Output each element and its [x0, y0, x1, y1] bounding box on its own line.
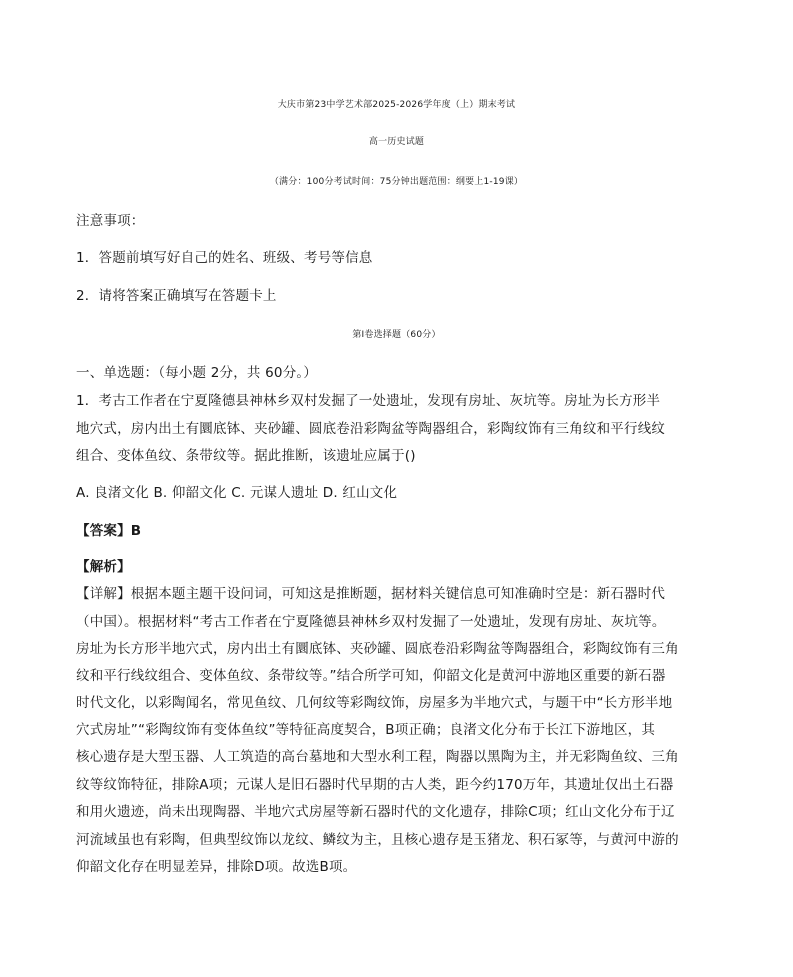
analysis-line: 河流域虽也有彩陶，但典型纹饰以龙纹、鳞纹为主，且核心遗存是玉猪龙、积石冢等，与黄河中游的 [76, 832, 679, 848]
answer-label: 【答案】B [76, 523, 142, 539]
section-title: 第I卷选择题（60分） [352, 330, 441, 340]
analysis-line: 时代文化，以彩陶闻名，常见鱼纹、几何纹等彩陶纹饰，房屋多为半地穴式，与题干中“长方形半地 [76, 695, 673, 711]
notice-item: 2．请将答案正确填写在答题卡上 [76, 288, 277, 304]
exam-subtitle: 高一历史试题 [368, 137, 425, 147]
analysis-line: 纹和平行线纹组合、变体鱼纹、条带纹等。”结合所学可知，仰韶文化是黄河中游地区重要的新石器 [76, 668, 666, 684]
analysis-line: 纹等纹饰特征，排除A项；元谋人是旧石器时代早期的古人类，距今约170万年，其遗址仅出土石器 [76, 777, 674, 793]
analysis-line: 穴式房址”“彩陶纹饰有变体鱼纹”等特征高度契合，B项正确；良渚文化分布于长江下游地区，其 [76, 722, 656, 738]
analysis-line: 【详解】根据本题主题干设问词，可知这是推断题，据材料关键信息可知准确时空是：新石器时代 [76, 586, 666, 602]
exam-title: 大庆市第23中学艺术部2025-2026学年度（上）期末考试 [277, 100, 516, 110]
question-options: A. 良渚文化 B. 仰韶文化 C. 元谋人遗址 D. 红山文化 [76, 485, 398, 501]
question-line: 1．考古工作者在宁夏隆德县神林乡双村发掘了一处遗址，发现有房址、灰坑等。房址为长方形半 [76, 393, 661, 409]
exam-info: （满分：100分考试时间：75分钟出题范围：纲要上1-19课） [269, 177, 524, 187]
notice-item: 1．答题前填写好自己的姓名、班级、考号等信息 [76, 250, 373, 266]
analysis-line: 核心遗存是大型玉器、人工筑造的高台墓地和大型水利工程，陶器以黑陶为主，并无彩陶鱼纹、三角 [76, 749, 679, 765]
question-line: 组合、变体鱼纹、条带纹等。据此推断，该遗址应属于() [76, 448, 416, 464]
analysis-line: （中国）。根据材料“考古工作者在宁夏隆德县神林乡双村发掘了一处遗址，发现有房址、灰坑等。 [76, 614, 666, 630]
analysis-line: 和用火遗迹，尚未出现陶器、半地穴式房屋等新石器时代的文化遗存，排除C项；红山文化分布于辽 [76, 804, 675, 820]
analysis-line: 房址为长方形半地穴式，房内出土有圜底钵、夹砂罐、圆底卷沿彩陶盆等陶器组合，彩陶纹饰有三角 [76, 641, 679, 657]
analysis-line: 仰韶文化存在明显差异，排除D项。故选B项。 [76, 859, 357, 875]
analysis-heading: 【解析】 [76, 559, 131, 575]
part-heading: 一、单选题：（每小题 2分，共 60分。） [76, 365, 318, 381]
question-line: 地穴式，房内出土有圜底钵、夹砂罐、圆底卷沿彩陶盆等陶器组合，彩陶纹饰有三角纹和平行线纹 [76, 421, 666, 437]
notice-heading: 注意事项： [76, 213, 145, 229]
